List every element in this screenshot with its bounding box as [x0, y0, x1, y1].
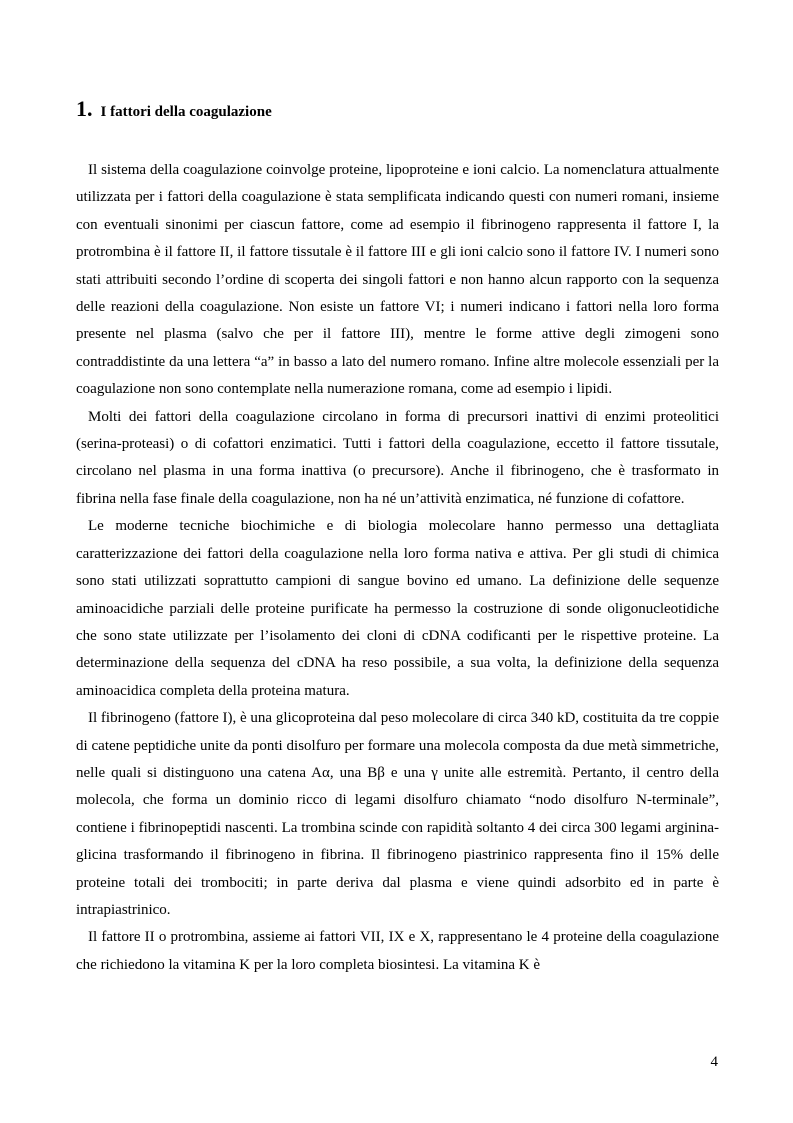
paragraph-prothrombin: Il fattore II o protrombina, assieme ai fattori VII, IX e X, rappresentano le 4 proteine della coagulazione che richiedono la vitamina K per la loro completa biosintesi. La vitamina K è: [76, 929, 719, 973]
section-number: 1.: [76, 96, 93, 121]
paragraph-fibrinogen: Il fibrinogeno (fattore I), è una glicoproteina dal peso molecolare di circa 340 kD, costituita da tre coppie di catene peptidiche unite da ponti disolfuro per formare una molecola composta da due metà simmetriche, nelle quali si distinguono una catena Aα, una Bβ e una γ unite alle estremità. Pertanto, il centro della molecola, che forma un dominio ricco di legami disolfuro chiamato “nodo disolfuro N-terminale”, contiene i fibrinopeptidi nascenti. La trombina scinde con rapidità soltanto 4 dei circa 300 legami arginina-glicina trasformando il fibrinogeno in fibrina. Il fibrinogeno piastrinico rappresenta fino il 15% delle proteine totali dei trombociti; in parte deriva dal plasma e viene quindi adsorbito ed in parte è intrapiastrinico.: [76, 710, 720, 918]
page-number: 4: [710, 1054, 718, 1070]
paragraph-techniques: Le moderne tecniche biochimiche e di biologia molecolare hanno permesso una dettagliata caratterizzazione dei fattori della coagulazione nella loro forma nativa e attiva. Per gli studi di chimica sono stati utilizzati soprattutto campioni di sangue bovino ed umano. La definizione delle sequenze aminoacidiche parziali delle proteine purificate ha permesso la costruzione di sonde oligonucleotidiche che sono state utilizzate per l’isolamento dei cloni di cDNA codificanti per le rispettive proteine. La determinazione della sequenza del cDNA ha reso possibile, a sua volta, la definizione della sequenza aminoacidica completa della proteina matura.: [76, 518, 719, 699]
section-heading: [76, 96, 272, 122]
paragraph-precursors: Molti dei fattori della coagulazione circolano in forma di precursori inattivi di enzimi proteolitici (serina-proteasi) o di cofattori enzimatici. Tutti i fattori della coagulazione, eccetto il fattore tissutale, circolano nel plasma in una forma inattiva (o precursore). Anche il fibrinogeno, che è trasformato in fibrina nella fase finale della coagulazione, non ha né un’attività enzimatica, né funzione di cofattore.: [76, 408, 719, 507]
body-text: [76, 157, 719, 979]
paragraph-nomenclature: Il sistema della coagulazione coinvolge proteine, lipoproteine e ioni calcio. La nomenclatura attualmente utilizzata per i fattori della coagulazione è stata semplificata indicando questi con numeri romani, insieme con eventuali sinonimi per ciascun fattore, come ad esempio il fibrinogeno rappresenta il fattore I, la protrombina è il fattore II, il fattore tissutale è il fattore III e gli ioni calcio sono il fattore IV. I numeri sono stati attribuiti secondo l’ordine di scoperta dei singoli fattori e non hanno alcun rapporto con la sequenza delle reazioni della coagulazione. Non esiste un fattore VI; i numeri indicano i fattori nella loro forma presente nel plasma (salvo che per il fattore III), mentre le forme attive degli zimogeni sono contraddistinte da una lettera “a” in basso a lato del numero romano. Infine altre molecole essenziali per la coagulazione non sono contemplate nella numerazione romana, come ad esempio i lipidi.: [76, 162, 719, 398]
section-title: I fattori della coagulazione: [100, 104, 272, 120]
